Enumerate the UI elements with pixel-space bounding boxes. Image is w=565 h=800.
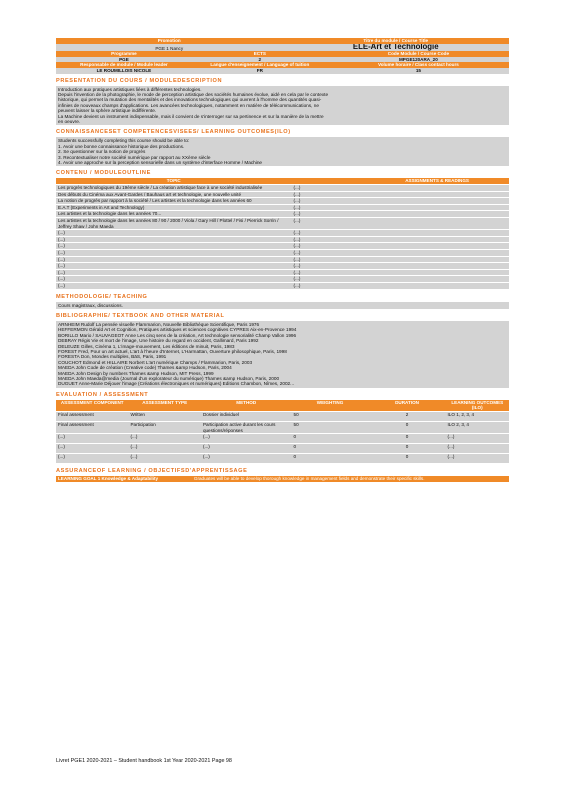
assessment-cell: Final assessment: [56, 422, 128, 434]
assessment-cell: (...): [128, 434, 200, 444]
table-row: [56, 422, 509, 434]
bibliography-entry: MAEDA John Design by numbers Thames &amp Hudson, MIT Press, 1999: [58, 370, 214, 376]
syllabus-page: [56, 38, 509, 482]
assessment-table: [56, 400, 509, 464]
presentation-line: Introduction aux pratiques artistiques liées à différentes technologies.: [58, 86, 202, 92]
page-footer: Livret PGE1 2020-2021 – Student handbook 1st Year 2020-2021 Page 98: [56, 758, 232, 764]
ects-label: ECTS: [192, 51, 328, 57]
ilo-header: LEARNING OUTCOMES (ILO): [446, 400, 509, 412]
course-title: ELE-Art et Technologie: [282, 44, 509, 52]
assessment-cell: 2: [369, 412, 446, 422]
assessment-component-header: ASSESSMENT COMPONENT: [56, 400, 128, 412]
bibliography-entry: FORESTA Don, Mondes multiples, BäS, Paris, 1991: [58, 354, 167, 360]
teaching-text: Cours magistraux, discussions.: [58, 302, 123, 308]
presentation-line: peuvent laisser la sphère artistique indifférente.: [58, 108, 157, 114]
topic-cell: (...): [56, 230, 292, 237]
assessment-cell: 0: [292, 444, 369, 454]
assessment-type-header: ASSESSMENT TYPE: [128, 400, 200, 412]
topic-cell: (...): [56, 243, 292, 250]
assignment-cell: (...): [292, 191, 509, 198]
table-row: [56, 249, 509, 256]
ects-value: 2: [192, 57, 328, 63]
topic-cell: E.A.T (Experiments in Art and Technology): [56, 204, 292, 211]
assessment-cell: 0: [292, 434, 369, 444]
bibliography-entry: HEFFERMON Gérald Art et Cognition, Pratiques artistiques et sciences cognitives CYPRES Aix-en-Provence 1994: [58, 327, 297, 333]
assessment-cell: (...): [56, 444, 128, 454]
assignment-cell: (...): [292, 263, 509, 270]
assessment-cell: (...): [446, 434, 509, 444]
assessment-cell: ILO 1, 2, 3, 4: [446, 412, 509, 422]
assessment-cell: (...): [201, 454, 292, 464]
table-row: [56, 276, 509, 283]
table-row: [56, 412, 509, 422]
topic-cell: Les artistes et la technologie dans les années 80 / 90 / 2000 / Viola / Gary Hill / Plottel / Fisi / Pierrick Sorrin / Jeffrey Shaw / John Maeda: [56, 218, 292, 230]
programme-label: Programme: [56, 51, 192, 57]
presentation-line: La Machine devient un instrument indispensable, mais il convient de s'interroger sur sa pertinence et sur la manière de la mettre: [58, 113, 324, 119]
assignment-cell: (...): [292, 230, 509, 237]
topic-cell: (...): [56, 249, 292, 256]
learning-goal-text: Graduates will be able to develop thorough knowledge in management fields and demonstrate their specific skills.: [192, 476, 509, 482]
module-leader-label: Responsable de module / Module leader: [56, 62, 192, 68]
topic-cell: La notion de progrès par rapport à la société / Les artistes et la technologie dans les années 60: [56, 198, 292, 205]
table-row: [56, 263, 509, 270]
course-title-label: Titre du module / Course Title: [282, 38, 509, 44]
course-code-value: MPGE120ARA_20: [328, 57, 509, 63]
assessment-cell: Written: [128, 412, 200, 422]
bibliography-entry: COUCHOT Edmond et HILLAIRE Norbert L'art numérique Champs / Flammarion, Paris, 2003: [58, 359, 253, 365]
topic-cell: Les progrès technologiques du 19ème siècle / La création artistique face à une société industrialisée: [56, 185, 292, 192]
method-header: METHOD: [201, 400, 292, 412]
assurance-row: [56, 476, 509, 482]
header-row-values: [56, 44, 509, 52]
assignment-cell: (...): [292, 282, 509, 289]
language-value: FR: [192, 68, 328, 74]
assessment-cell: (...): [201, 434, 292, 444]
assignment-cell: (...): [292, 204, 509, 211]
assessment-cell: (...): [201, 444, 292, 454]
table-row: [56, 185, 509, 192]
table-row: [56, 198, 509, 205]
programme-value: PGE: [56, 57, 192, 63]
bibliography-entry: MAEDA John Code de création (Creative code) Thames &amp Hudson, Paris, 2004: [58, 365, 232, 371]
presentation-title: PRESENTATION DU COURS / MODULEDESCRIPTION: [56, 77, 223, 84]
assessment-cell: (...): [128, 454, 200, 464]
assessment-cell: (...): [56, 434, 128, 444]
assignment-cell: (...): [292, 256, 509, 263]
topic-cell: (...): [56, 282, 292, 289]
table-row: [56, 230, 509, 237]
assignments-header: ASSIGNMENTS & READINGS: [292, 178, 509, 184]
learning-goal-label: LEARNING GOAL 1 Knowledge & Adaptability: [56, 476, 192, 482]
presentation-line: Depuis l'invention de la photographie, le mode de perception artistique des sociétés humaines évolue, aidé en cela par le contexte: [58, 91, 329, 97]
assessment-cell: Participation: [128, 422, 200, 434]
table-row: [56, 191, 509, 198]
contact-hours-value: 15: [328, 68, 509, 74]
table-row: [56, 282, 509, 289]
assessment-cell: Dossier individuel: [201, 412, 292, 422]
promotion-label: Promotion: [56, 38, 282, 44]
topic-cell: (...): [56, 236, 292, 243]
table-row: [56, 211, 509, 218]
assessment-title: EVALUATION / ASSESSMENT: [56, 391, 149, 398]
presentation-line: historique, qui permet la mutation des mentalités et des innovations technologiques qui ouvrent à l'homme des quantités quasi-: [58, 97, 322, 103]
assignment-cell: (...): [292, 198, 509, 205]
assessment-cell: Final assessment: [56, 412, 128, 422]
learning-outcomes-title: CONNAISSANCESET COMPETENCESVISEES/ LEARNING OUTCOMES(ILO): [56, 129, 291, 136]
assessment-cell: Participation active durant les cours questions/réponses: [201, 422, 292, 434]
bibliography-entry: DELEUZE Gilles, Cinéma 1, L'image-mouvement, Les éditions de minuit, Paris, 1983: [58, 343, 235, 349]
teaching-title: METHODOLOGIE/ TEACHING: [56, 293, 148, 300]
assurance-title: ASSURANCEOF LEARNING / OBJECTIFSD'APPRENTISSAGE: [56, 468, 248, 475]
table-row: [56, 218, 509, 230]
assessment-cell: 0: [292, 454, 369, 464]
presentation-line: infinies de nouveaux champs d'applications. Les avancées technologiques, notamment en matière de télécommunications, ne: [58, 102, 319, 108]
teaching-box: [56, 302, 509, 309]
assurance-table: [56, 476, 509, 482]
assessment-cell: (...): [56, 454, 128, 464]
learning-outcome-line: 1. Avoir une bonne connaissance historique des productions.: [58, 143, 185, 149]
assessment-cell: 0: [369, 444, 446, 454]
presentation-box: [56, 86, 509, 126]
learning-outcome-line: 4. Avoir une approche sur la perception sensorielle dans un système d'interface Homme / Machine: [58, 160, 263, 166]
assignment-cell: (...): [292, 249, 509, 256]
bibliography-entry: ARNHEIM Rudolf La pensée visuelle Flammarion, Nouvelle Bibliothèque Scientifique, Paris 1976: [58, 321, 260, 327]
table-row: [56, 236, 509, 243]
module-outline-title: CONTENU / MODULEOUTLINE: [56, 170, 151, 177]
module-outline-table: [56, 178, 509, 289]
assignment-cell: (...): [292, 211, 509, 218]
bibliography-entry: MAEDA John Maeda@media (Journal d'un explorateur du numérique) Thames &amp Hudson, Paris, 2000: [58, 376, 280, 381]
bibliography-entry: FOREST Fred, Pour un art actuel, L'art à l'heure d'Internet, L'Harmattan, Ouverture philosophique, Paris, 1998: [58, 348, 287, 354]
learning-outcome-line: 2. Se questionner sur la notion de progrès: [58, 149, 146, 155]
contact-hours-label: Volume horaire / Class contact hours: [328, 62, 509, 68]
topic-cell: (...): [56, 269, 292, 276]
assessment-cell: (...): [446, 444, 509, 454]
bibliography-entry: DUGUET Anne-Marie Déjouer l'image (Créations électroniques et numériques) Editions Chambon, Nîmes, 2002...: [58, 381, 295, 387]
assignment-cell: (...): [292, 185, 509, 192]
assessment-cell: 50: [292, 412, 369, 422]
topic-cell: Des débuts du Cinéma aux Avant-Gardes / Bauhaus art et technologie, une nouvelle unité: [56, 191, 292, 198]
learning-outcome-line: Students successfully completing this course should be able to:: [58, 138, 190, 144]
topic-cell: Les artistes et la technologie dans les années 70...: [56, 211, 292, 218]
assessment-cell: 0: [369, 422, 446, 434]
bibliography-entry: DEBRAY Régis Vie et mort de l'image, Une histoire du regard en occident, Gallimard, Paris 1992: [58, 338, 259, 344]
language-label: Langue d'enseignement / Language of tuition: [192, 62, 328, 68]
header-row-leader-values: [56, 68, 509, 74]
topic-cell: (...): [56, 276, 292, 283]
course-code-label: Code Module / Course Code: [328, 51, 509, 57]
assignment-cell: (...): [292, 269, 509, 276]
bibliography-title: BIBLIOGRAPHIE/ TEXTBOOK AND OTHER MATERIAL: [56, 312, 225, 319]
assessment-cell: ILO 2, 3, 4: [446, 422, 509, 434]
bibliography-entry: BORILLO Mario / SAUVAGEOT Anne Les cinq sens de la création, Art technologie sensorialité Champ Vallon 1996: [58, 332, 297, 338]
header-table: [56, 38, 509, 74]
assignment-cell: (...): [292, 236, 509, 243]
presentation-line: en oeuvre.: [58, 119, 81, 124]
table-row: [56, 269, 509, 276]
assignment-cell: (...): [292, 243, 509, 250]
weighting-header: WEIGHTING: [292, 400, 369, 412]
topic-cell: (...): [56, 256, 292, 263]
assessment-cell: (...): [128, 444, 200, 454]
duration-header: DURATION: [369, 400, 446, 412]
promotion-value: PGE 1 Nancy: [56, 44, 282, 52]
table-row: [56, 204, 509, 211]
assessment-header-row: [56, 400, 509, 412]
bibliography-box: [56, 321, 509, 388]
table-row: [56, 434, 509, 444]
topic-header: TOPIC: [56, 178, 292, 184]
table-row: [56, 454, 509, 464]
module-leader-value: LE ROUMILLOIS NICOLE: [56, 68, 192, 74]
topic-cell: (...): [56, 263, 292, 270]
assessment-cell: 50: [292, 422, 369, 434]
assessment-cell: (...): [446, 454, 509, 464]
table-row: [56, 444, 509, 454]
learning-outcomes-box: [56, 137, 509, 166]
learning-outcome-line: 3. Recontextualiser notre société numérique par rapport au XXème siècle: [58, 154, 211, 160]
assignment-cell: (...): [292, 276, 509, 283]
assignment-cell: (...): [292, 218, 509, 230]
table-row: [56, 256, 509, 263]
assessment-cell: 0: [369, 434, 446, 444]
table-row: [56, 243, 509, 250]
assessment-cell: 0: [369, 454, 446, 464]
